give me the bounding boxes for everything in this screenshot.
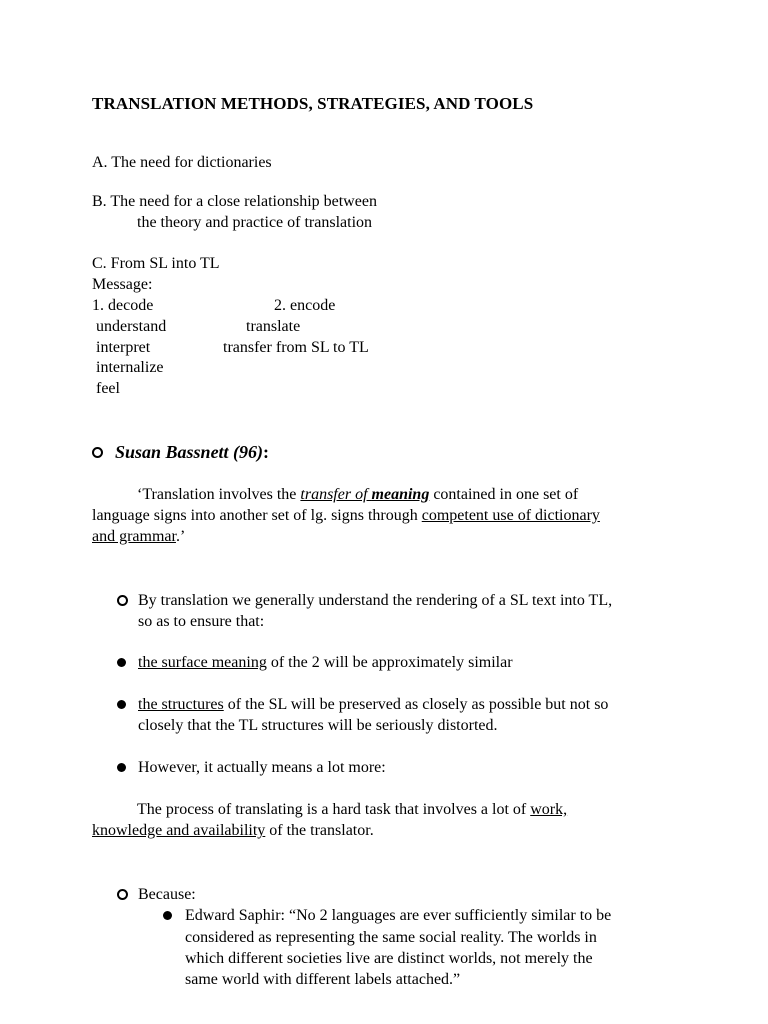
process-line1 bbox=[137, 799, 567, 820]
encode-label: 2. encode bbox=[274, 297, 336, 314]
bassnett-colon: : bbox=[263, 442, 270, 462]
quote-text: ‘Translation involves the bbox=[137, 486, 301, 503]
quote-line1 bbox=[137, 484, 578, 505]
section-a: A. The need for dictionaries bbox=[92, 154, 272, 171]
process-work: work, bbox=[530, 801, 568, 818]
internalize-label: internalize bbox=[96, 359, 164, 376]
saphir-line2: considered as representing the same social reality. The worlds in bbox=[185, 929, 597, 946]
transfer-label: transfer from SL to TL bbox=[223, 339, 369, 356]
filled-bullet-icon bbox=[117, 658, 126, 667]
surface-meaning-term: the surface meaning bbox=[138, 654, 267, 671]
by-translation-line1: By translation we generally understand the rendering of a SL text into TL, bbox=[138, 592, 613, 609]
bassnett-heading bbox=[115, 441, 269, 465]
filled-bullet-icon bbox=[117, 700, 126, 709]
saphir-line3: which different societies live are distinct worlds, not merely the bbox=[185, 950, 593, 967]
by-translation-line2: so as to ensure that: bbox=[138, 613, 265, 630]
saphir-line1: Edward Saphir: “No 2 languages are ever sufficiently similar to be bbox=[185, 907, 612, 924]
circle-bullet-icon bbox=[92, 447, 103, 458]
filled-bullet-icon bbox=[117, 763, 126, 772]
structures-term: the structures bbox=[138, 696, 224, 713]
section-b-line2: the theory and practice of translation bbox=[137, 214, 373, 231]
quote-and-grammar: and grammar bbox=[92, 528, 176, 545]
quote-text: contained in one set of bbox=[429, 486, 579, 503]
process-text: of the translator. bbox=[265, 822, 374, 839]
circle-bullet-icon bbox=[117, 595, 128, 606]
decode-label: 1. decode bbox=[92, 297, 154, 314]
process-text: The process of translating is a hard task that involves a lot of bbox=[137, 801, 531, 818]
interpret-label: interpret bbox=[96, 339, 151, 356]
because-item: Because: bbox=[138, 886, 196, 903]
process-line2 bbox=[92, 820, 374, 841]
filled-bullet-icon bbox=[163, 911, 172, 920]
section-b-line1: B. The need for a close relationship between bbox=[92, 193, 377, 210]
saphir-line4: same world with different labels attached.” bbox=[185, 971, 461, 988]
quote-meaning: meaning bbox=[371, 486, 430, 503]
quote-competent-use: competent use of dictionary bbox=[421, 507, 600, 524]
surface-meaning-item bbox=[138, 652, 513, 673]
structures-item-line1 bbox=[138, 694, 608, 715]
message-label: Message: bbox=[92, 276, 153, 293]
understand-label: understand bbox=[96, 318, 167, 335]
structures-text: of the SL will be preserved as closely as possible but not so bbox=[223, 696, 609, 713]
circle-bullet-icon bbox=[117, 889, 128, 900]
quote-line3 bbox=[92, 526, 185, 547]
structures-item-line2: closely that the TL structures will be seriously distorted. bbox=[138, 717, 498, 734]
bassnett-name: Susan Bassnett (96) bbox=[115, 442, 264, 462]
feel-label: feel bbox=[96, 380, 120, 397]
quote-transfer-of: transfer of bbox=[300, 486, 372, 503]
quote-text: .’ bbox=[175, 528, 186, 545]
quote-line2 bbox=[92, 505, 600, 526]
process-knowledge: knowledge and availability bbox=[92, 822, 266, 839]
section-c: C. From SL into TL bbox=[92, 255, 220, 272]
translate-label: translate bbox=[246, 318, 301, 335]
quote-text: language signs into another set of lg. signs through bbox=[92, 507, 422, 524]
however-item: However, it actually means a lot more: bbox=[138, 759, 386, 776]
surface-meaning-text: of the 2 will be approximately similar bbox=[266, 654, 513, 671]
document-title: TRANSLATION METHODS, STRATEGIES, AND TOOLS bbox=[92, 94, 534, 113]
